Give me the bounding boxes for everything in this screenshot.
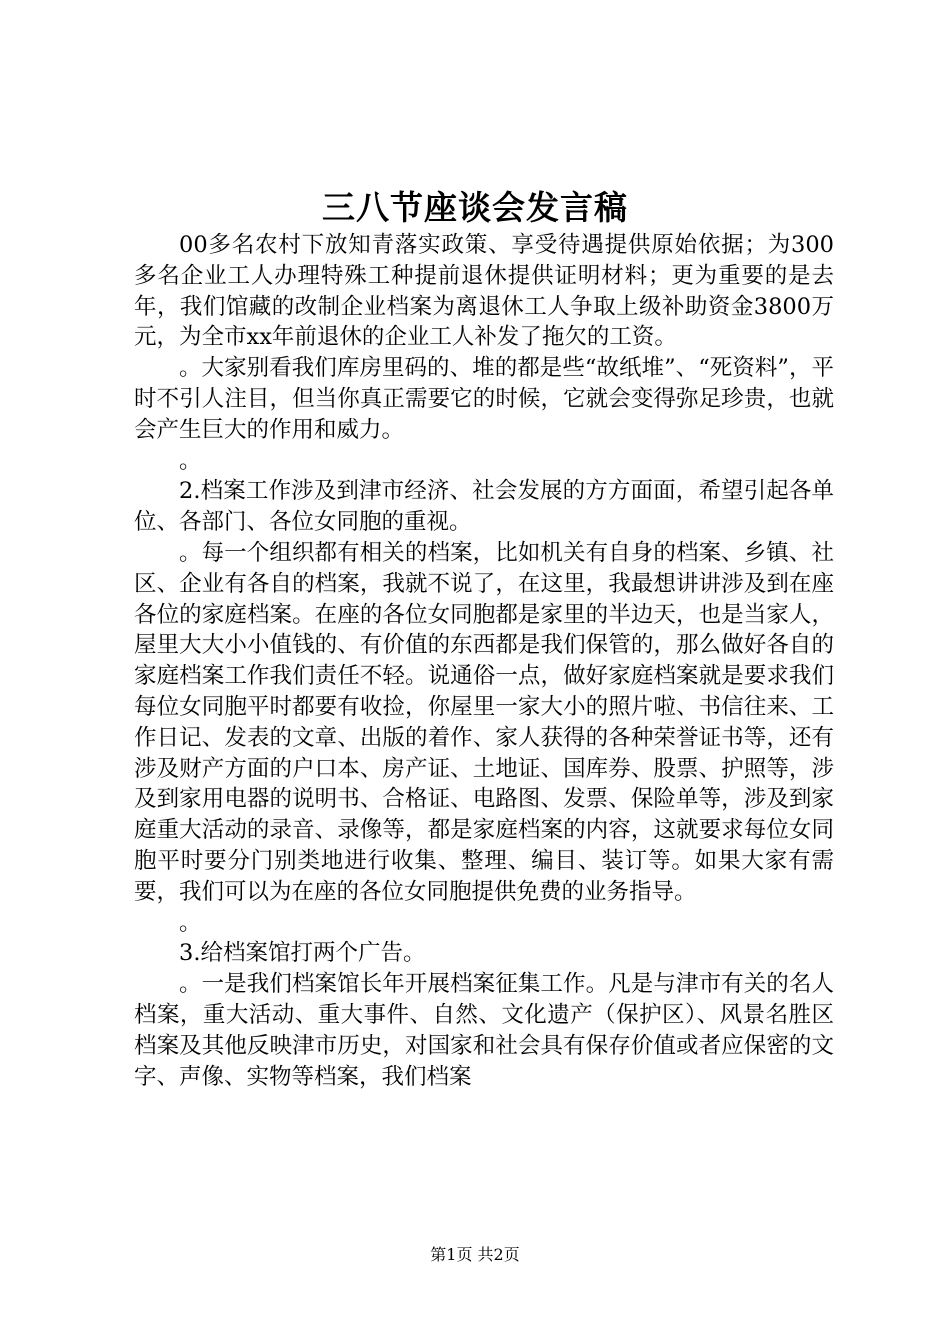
paragraph: 。每一个组织都有相关的档案，比如机关有自身的档案、乡镇、社区、企业有各自的档案，我就不说了，在这里，我最想讲讲涉及到在座各位的家庭档案。在座的各位女同胞都是家里的半边天，也是当家人，屋里大大小小值钱的、有价值的东西都是我们保管的，那么做好各自的家庭档案工作我们责任不轻。说通俗一点，做好家庭档案就是要求我们每位女同胞平时都要有收捡，你屋里一家大小的照片啦、书信往来、工作日记、发表的文章、出版的着作、家人获得的各种荣誉证书等，还有涉及财产方面的户口本、房产证、土地证、国库券、股票、护照等，涉及到家用电器的说明书、合格证、电路图、发票、保险单等，涉及到家庭重大活动的录音、录像等，都是家庭档案的内容，这就要求每位女同胞平时要分门别类地进行收集、整理、编目、装订等。如果大家有需要，我们可以为在座的各位女同胞提供免费的业务指导。 [134, 539, 834, 905]
page-number-footer: 第1页 共2页 [430, 1245, 520, 1264]
paragraph: 2.档案工作涉及到津市经济、社会发展的方方面面，希望引起各单位、各部门、各位女同胞的重视。 [134, 478, 834, 536]
paragraph: 00多名农村下放知青落实政策、享受待遇提供原始依据；为300多名企业工人办理特殊工种提前退休提供证明材料；更为重要的是去年，我们馆藏的改制企业档案为离退休工人争取上级补助资金3800万元，为全市xx年前退休的企业工人补发了拖欠的工资。 [134, 232, 834, 351]
document-title: 三八节座谈会发言稿 [322, 188, 628, 227]
paragraph: 。一是我们档案馆长年开展档案征集工作。凡是与津市有关的名人档案，重大活动、重大事件、自然、文化遗产（保护区）、风景名胜区档案及其他反映津市历史，对国家和社会具有保存价值或者应保密的文字、声像、实物等档案，我们档案 [134, 971, 834, 1090]
paragraph: 3.给档案馆打两个广告。 [179, 940, 426, 967]
paragraph: 。大家别看我们库房里码的、堆的都是些“故纸堆”、“死资料”，平时不引人注目，但当你真正需要它的时候，它就会变得弥足珍贵，也就会产生巨大的作用和威力。 [134, 355, 834, 443]
document-body [134, 230, 834, 1092]
paragraph: 。 [179, 447, 202, 474]
paragraph: 。 [179, 909, 202, 936]
